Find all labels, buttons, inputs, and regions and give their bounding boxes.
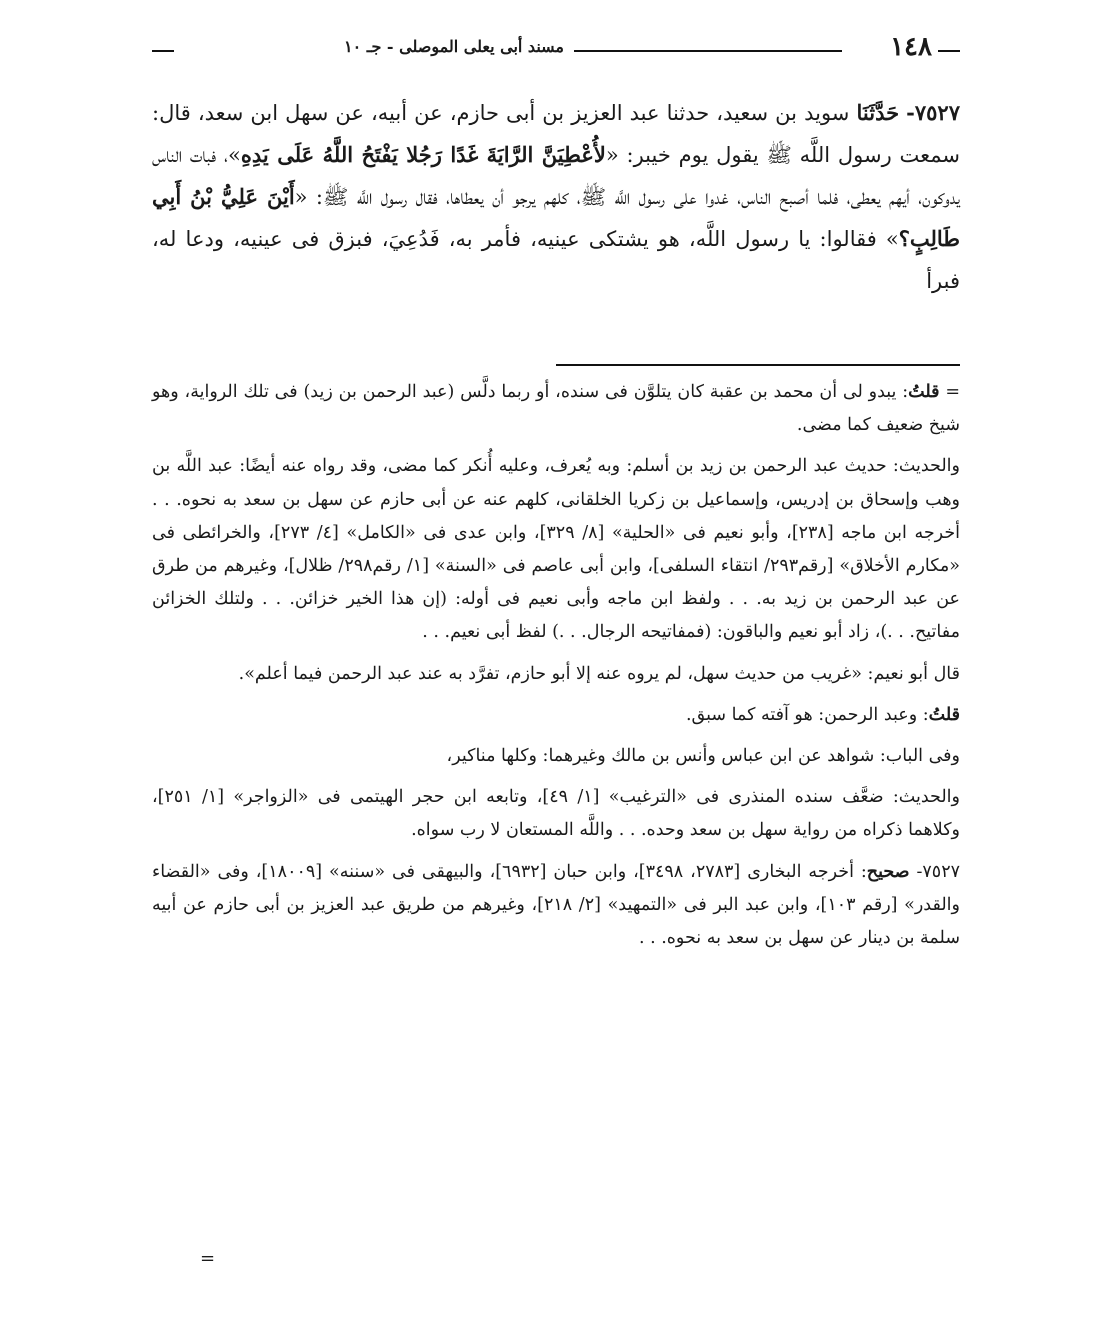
prophet-quote-1: لأُعْطِيَنَّ الرَّايَةَ غَدًا رَجُلا يَفْتَحُ اللَّهُ عَلَى يَدِهِ — [240, 142, 606, 167]
note-text: : أخرجه البخارى [٢٧٨٣، ٣٤٩٨]، وابن حبان [٦٩٣٢]، والبيهقى فى «سننه» [١٨٠٠٩]، وفى «القضاء والقدر» [رقم ١٠٣]، وابن عبد البر فى «التمهيد» [٢/ ٢١٨]، وغيرهم من طريق عبد العزيز بن أبى حازم عن أبيه سلمة بن دينار عن سهل بن سعد به نحوه. . . — [152, 861, 960, 949]
matn-intro: ابن سعد، قال: سمعت رسول اللَّه ﷺ يقول يوم خيبر: « — [152, 101, 960, 167]
note-text: : يبدو لى أن محمد بن عقبة كان يتلوَّن فى سنده، أو ربما دلَّس (عبد الرحمن بن زيد) فى تلك الرواية، وهو شيخ ضعيف كما مضى. — [152, 382, 960, 436]
haddathana: حَدَّثَنَا — [856, 100, 900, 125]
note-qultu-2 — [152, 699, 960, 732]
note-daif: والحديث: ضعَّف سنده المنذرى فى «الترغيب» [١/ ٤٩]، وتابعه ابن حجر الهيتمى فى «الزواجر» [١/ ٢٥١]، وكلاهما ذكراه من رواية سهل بن سعد وحده. . . واللَّه المستعان لا رب سواه. — [152, 787, 960, 841]
grade-label: صحيح — [866, 861, 910, 882]
note-hadith-takhrij: والحديث: حديث عبد الرحمن بن زيد بن أسلم: وبه يُعرف، وعليه أُنكر كما مضى، وقد رواه عنه أيضًا: عبد اللَّه بن وهب وإسحاق بن إدريس، وإسماعيل بن زكريا الخلقانى، كلهم عنه عن أبى حازم عن سهل بن سعد به نحوه. . . أخرجه ابن ماجه [٢٣٨]، وأبو نعيم فى «الحلية» [٨/ ٣٢٩]، وابن عدى فى «الكامل» [٤/ ٢٧٣]، والخرائطى فى «مكارم الأخلاق» [رقم٢٩٣/ انتقاء السلفى]، وابن أبى عاصم فى «السنة» [١/ رقم٢٩٨/ ظلال]، وغيرهم من طرق عن عبد الرحمن بن زيد به. . . ولفظ ابن ماجه وأبى نعيم فى أوله: (إن هذا الخير خزائن. . . ولتلك الخزائن مفاتيح. . .)، زاد أبو نعيم والباقون: (فمفاتيحه الرجال. . .) لفظ أبى نعيم. . . — [152, 456, 961, 643]
matn-middle: »، فبات الناس يدوكون، أيهم يعطى، فلما أصبح الناس، غدوا على رسول اللَّه ﷺ، كلهم يرجو أن يعطاها، فقال رسول اللَّه ﷺ: « — [152, 143, 960, 209]
qultu-label: قلتُ — [928, 704, 960, 725]
footnotes — [152, 376, 960, 955]
matn-end: » فقالوا: يا رسول اللَّه، هو يشتكى عينيه، فأمر به، فَدُعِيَ، فبزق فى عينيه، ودعا له، فبرأ — [152, 227, 960, 293]
header-rule-middle — [574, 50, 842, 52]
continuation-mark-end: = — [200, 1248, 216, 1269]
isnad-line: سويد بن سعيد، حدثنا عبد العزيز بن أبى حازم، عن أبيه، عن سهل — [285, 101, 850, 125]
page-header — [152, 30, 960, 70]
hadith-number: ٧٥٢٧- — [906, 100, 960, 125]
footnote-separator — [556, 364, 960, 366]
hadith-text — [152, 92, 960, 302]
note-shawahid: وفى الباب: شواهد عن ابن عباس وأنس بن مالك وغيرهما: وكلها مناكير، — [446, 746, 960, 767]
note-number: ٧٥٢٧- — [909, 861, 960, 882]
note-text: : وعبد الرحمن: هو آفته كما سبق. — [685, 704, 929, 725]
continuation-mark: = — [939, 382, 960, 402]
header-dash-left — [152, 50, 174, 52]
book-title: مسند أبى يعلى الموصلى - جـ ١٠ — [344, 37, 564, 56]
note-7527 — [152, 856, 960, 956]
prophet-quote-2: أَيْنَ عَلِيُّ بْنُ أَبِي طَالِبٍ؟ — [152, 184, 960, 251]
note-abu-nuaym: قال أبو نعيم: «غريب من حديث سهل، لم يروه عنه إلا أبو حازم، تفرَّد به عند عبد الرحمن فيما أعلم». — [238, 663, 960, 684]
page-number: ١٤٨ — [890, 32, 932, 62]
note-qultu-1 — [152, 376, 960, 442]
qultu-label: قلتُ — [908, 382, 940, 402]
hadith-paragraph — [152, 92, 960, 302]
header-dash-right — [938, 50, 960, 52]
